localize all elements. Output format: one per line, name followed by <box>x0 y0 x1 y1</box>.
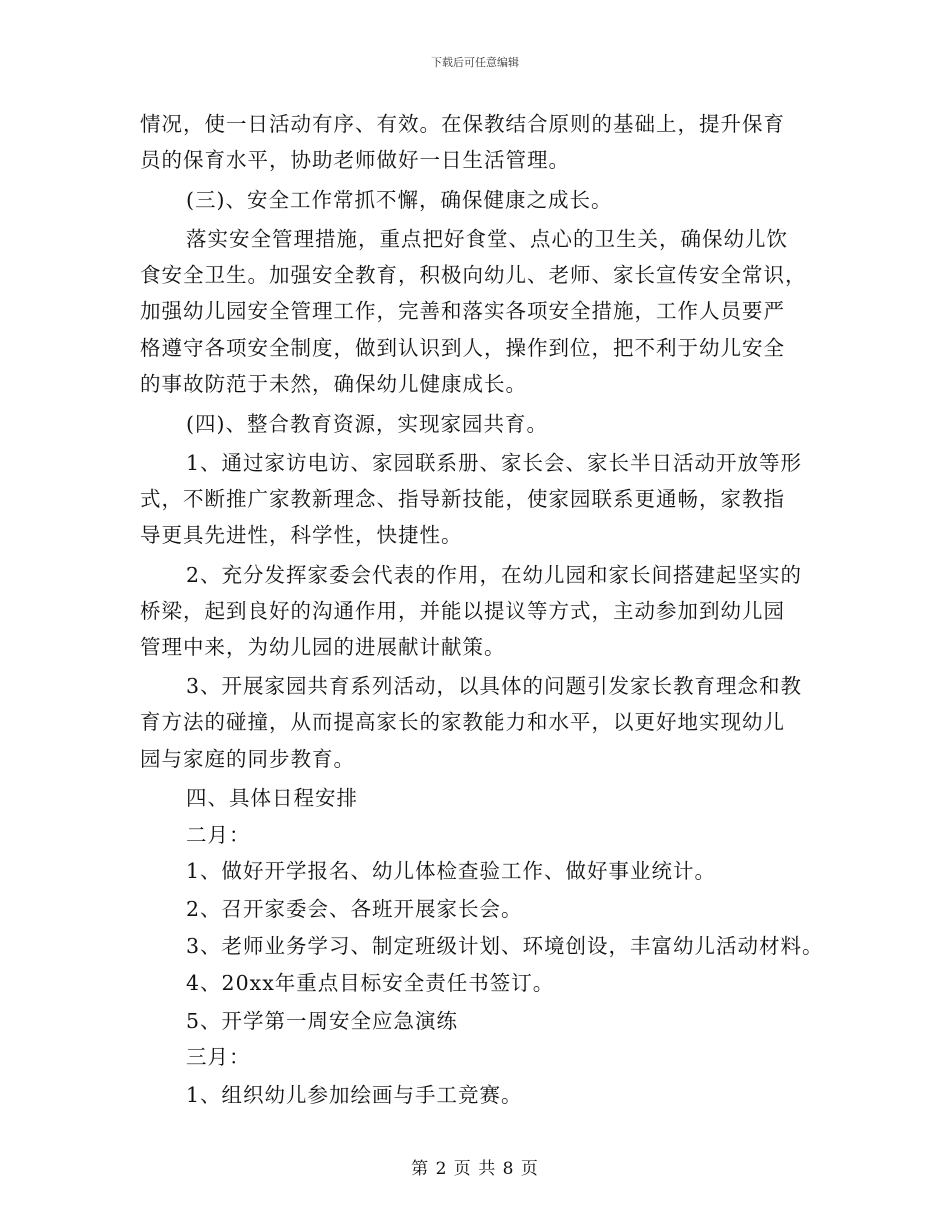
list-item: 3、老师业务学习、制定班级计划、环境创设，丰富幼儿活动材料。 <box>186 934 824 958</box>
text-line: 导更具先进性，科学性，快捷性。 <box>140 523 463 547</box>
text-line: 园与家庭的同步教育。 <box>140 747 355 771</box>
list-item: 5、开学第一周安全应急演练 <box>186 1009 459 1033</box>
text-line: 情况，使一日活动有序、有效。在保教结合原则的基础上，提升保育 <box>140 112 785 136</box>
page-number: 第 2 页 共 8 页 <box>411 1159 539 1179</box>
month-heading: 三月： <box>186 1045 251 1069</box>
text-line: 2、充分发挥家委会代表的作用，在幼儿园和家长间搭建起坚实的 <box>186 563 803 587</box>
month-heading: 二月： <box>186 823 251 847</box>
list-item: 1、做好开学报名、幼儿体检查验工作、做好事业统计。 <box>186 859 717 883</box>
text-line: 管理中来，为幼儿园的进展献计献策。 <box>140 635 506 659</box>
text-line: 加强幼儿园安全管理工作，完善和落实各项安全措施，工作人员要严 <box>140 299 785 323</box>
text-line: 1、通过家访电访、家园联系册、家长会、家长半日活动开放等形 <box>186 451 803 475</box>
list-item: 4、20xx年重点目标安全责任书签订。 <box>186 971 555 995</box>
text-line: 落实安全管理措施，重点把好食堂、点心的卫生关，确保幼儿饮 <box>186 227 788 251</box>
list-item: 1、组织幼儿参加绘画与手工竞赛。 <box>186 1083 523 1107</box>
section-heading: (四)、整合教育资源，实现家园共育。 <box>186 412 548 436</box>
text-line: 式，不断推广家教新理念、指导新技能，使家园联系更通畅，家教指 <box>140 487 785 511</box>
text-line: 3、开展家园共育系列活动，以具体的问题引发家长教育理念和教 <box>186 674 803 698</box>
text-line: 格遵守各项安全制度，做到认识到人，操作到位，把不利于幼儿安全 <box>140 336 785 360</box>
text-line: 食安全卫生。加强安全教育，积极向幼儿、老师、家长宣传安全常识， <box>140 263 807 287</box>
text-line: 育方法的碰撞，从而提高家长的家教能力和水平，以更好地实现幼儿 <box>140 710 785 734</box>
text-line: 员的保育水平，协助老师做好一日生活管理。 <box>140 148 570 172</box>
list-item: 2、召开家委会、各班开展家长会。 <box>186 897 523 921</box>
page-header: 下载后可任意编辑 <box>431 56 519 69</box>
text-line: 桥梁，起到良好的沟通作用，并能以提议等方式，主动参加到幼儿园 <box>140 599 785 623</box>
section-heading: (三)、安全工作常抓不懈，确保健康之成长。 <box>186 188 613 212</box>
text-line: 的事故防范于未然，确保幼儿健康成长。 <box>140 372 527 396</box>
section-heading: 四、具体日程安排 <box>186 786 358 810</box>
